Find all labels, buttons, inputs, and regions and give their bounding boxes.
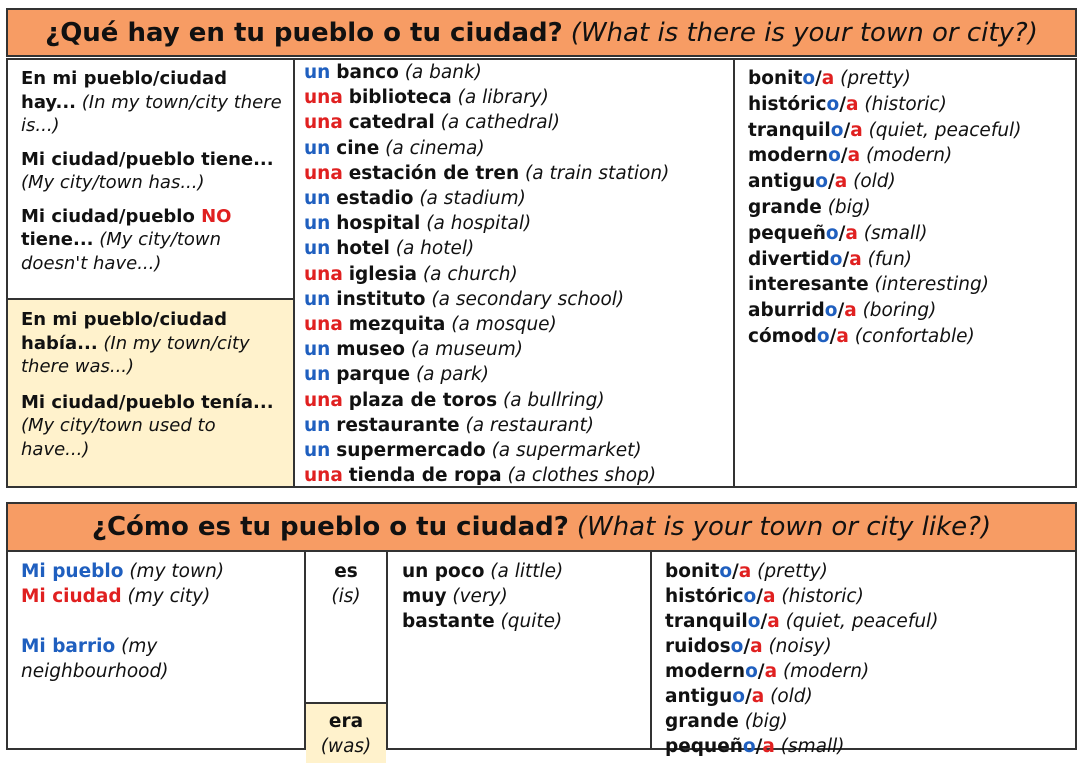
place-item <box>304 186 729 211</box>
phrase-es: Mi ciudad/pueblo tiene... <box>21 148 274 170</box>
article: un <box>304 238 331 260</box>
article: un <box>304 137 331 159</box>
place-noun: museo <box>336 339 405 361</box>
adj-ending-o: o <box>828 145 841 167</box>
article: una <box>304 263 343 285</box>
adj-ending-a: a <box>844 300 857 322</box>
article: una <box>304 87 343 109</box>
subject-item <box>21 559 296 584</box>
place-noun: parque <box>336 364 411 386</box>
adj-ending-a: a <box>847 145 861 167</box>
subject-item <box>21 584 296 609</box>
section1-title-es: ¿Qué hay en tu pueblo o tu ciudad? <box>45 17 563 48</box>
adj-ending-o: o <box>829 248 843 270</box>
place-noun: iglesia <box>348 263 418 285</box>
divider <box>733 60 735 486</box>
place-en: (a library) <box>457 87 549 109</box>
section2-title-en: (What is your town or city like?) <box>576 512 992 542</box>
adjective-item <box>665 609 1065 634</box>
intensifier-item <box>402 609 647 634</box>
subject-en: (my neighbourhood) <box>21 636 169 682</box>
adjectives-list-2 <box>665 559 1065 759</box>
place-en: (a bank) <box>404 62 482 83</box>
adj-slash: / <box>837 300 845 322</box>
adj-en: (confortable) <box>854 325 975 347</box>
adj-ending-a: a <box>763 586 776 607</box>
adjective-item <box>665 559 1065 584</box>
adj-ending-o: o <box>745 661 758 682</box>
section1-title <box>6 8 1077 57</box>
adjective-item <box>748 66 1073 92</box>
divider <box>293 60 295 486</box>
adj-stem: antigu <box>748 171 816 193</box>
adjective-item <box>748 195 1073 221</box>
adj-ending-o: o <box>815 171 828 193</box>
adj-stem: grande <box>665 711 739 732</box>
adj-en: (pretty) <box>757 561 828 582</box>
adj-slash: / <box>840 145 848 167</box>
adj-ending-a: a <box>750 636 763 657</box>
verb-past <box>306 709 386 759</box>
intens-es: muy <box>402 586 447 607</box>
adj-en: (quiet, peaceful) <box>868 119 1022 141</box>
adj-ending-a: a <box>850 119 863 141</box>
place-en: (a hospital) <box>426 213 532 235</box>
adj-en: (small) <box>780 736 845 757</box>
adjective-item <box>665 709 1065 734</box>
place-noun: estadio <box>336 188 414 210</box>
adj-ending-o: o <box>802 68 816 89</box>
adj-slash: / <box>827 171 835 193</box>
place-item <box>304 211 729 236</box>
adjective-item <box>748 92 1073 118</box>
verb-es-en: (is) <box>331 586 361 608</box>
place-item <box>304 161 729 186</box>
phrase-en: (In my town/city there is...) <box>21 91 282 136</box>
adj-slash: / <box>839 93 846 115</box>
article: un <box>304 440 331 462</box>
adjective-item <box>748 324 1073 350</box>
adj-stem: tranquil <box>665 611 748 632</box>
adjective-item <box>748 221 1073 247</box>
adj-stem: pequeñ <box>665 736 743 757</box>
phrase-no: NO <box>201 205 232 227</box>
subject-item <box>21 634 296 684</box>
adj-en: (pretty) <box>840 68 911 89</box>
intensifier-item <box>402 584 647 609</box>
article: una <box>304 314 343 336</box>
place-en: (a secondary school) <box>431 288 625 310</box>
adj-ending-a: a <box>845 222 858 244</box>
adj-en: (interesting) <box>874 274 989 296</box>
adj-en: (modern) <box>865 145 953 167</box>
verb-era-en: (was) <box>320 736 372 758</box>
adj-en: (old) <box>853 171 896 193</box>
adj-slash: / <box>732 561 739 582</box>
past-phrases <box>21 308 286 461</box>
adj-slash: / <box>744 686 752 707</box>
verb-es: es <box>334 561 358 582</box>
adjectives-list <box>748 66 1073 350</box>
place-en: (a supermarket) <box>491 440 642 462</box>
place-noun: supermercado <box>336 440 486 462</box>
adj-en: (boring) <box>862 300 937 322</box>
place-item <box>304 413 729 438</box>
adj-stem: pequeñ <box>748 222 826 244</box>
place-item <box>304 312 729 337</box>
phrase-es: En mi pueblo/ciudad había... <box>21 309 228 354</box>
adj-en: (big) <box>744 711 788 732</box>
adj-stem: históric <box>665 586 744 607</box>
adj-slash: / <box>838 222 846 244</box>
place-en: (a park) <box>415 364 489 386</box>
place-en: (a cinema) <box>385 137 485 159</box>
phrase-item <box>21 391 286 462</box>
phrase-en: (My city/town has...) <box>21 172 205 193</box>
adj-slash: / <box>815 68 822 89</box>
place-item <box>304 337 729 362</box>
phrase-es: Mi ciudad/pueblo <box>21 205 202 227</box>
place-noun: banco <box>336 62 399 83</box>
divider <box>386 552 388 748</box>
adj-ending-o: o <box>816 325 830 347</box>
article: un <box>304 414 331 436</box>
adj-slash: / <box>743 636 751 657</box>
adj-ending-o: o <box>730 636 744 657</box>
adj-ending-a: a <box>762 736 775 757</box>
adj-slash: / <box>757 661 765 682</box>
place-en: (a mosque) <box>451 314 557 336</box>
subject-en: (my city) <box>121 586 211 607</box>
adj-en: (small) <box>863 222 928 244</box>
adjective-item <box>665 659 1065 684</box>
adj-stem: tranquil <box>748 119 831 141</box>
adjective-item <box>665 584 1065 609</box>
adj-ending-a: a <box>821 68 835 89</box>
place-item <box>304 362 729 387</box>
place-noun: plaza de toros <box>348 389 498 411</box>
place-noun: instituto <box>336 288 426 310</box>
adj-en: (old) <box>770 686 813 707</box>
adj-stem: históric <box>748 93 827 115</box>
phrase-item <box>21 67 286 138</box>
adj-stem: aburrid <box>748 300 825 322</box>
adj-ending-o: o <box>826 93 840 115</box>
place-en: (a museum) <box>410 339 524 361</box>
place-noun: tienda de ropa <box>348 465 502 487</box>
place-item <box>304 463 729 488</box>
adj-ending-o: o <box>830 119 844 141</box>
intens-es: un poco <box>402 561 485 582</box>
adjective-item <box>748 118 1073 144</box>
intens-en: (quite) <box>494 611 563 632</box>
place-item <box>304 236 729 261</box>
adj-ending-o: o <box>719 561 733 582</box>
place-noun: biblioteca <box>348 87 452 109</box>
verb-present <box>306 559 386 609</box>
phrase-item <box>21 308 286 379</box>
place-noun: hotel <box>336 238 390 260</box>
place-en: (a church) <box>422 263 518 285</box>
phrase-item <box>21 148 286 195</box>
intensifiers-list <box>402 559 647 634</box>
places-list <box>304 60 729 488</box>
adjective-item <box>748 298 1073 324</box>
place-noun: catedral <box>348 112 435 134</box>
adj-en: (historic) <box>781 586 864 607</box>
adj-stem: bonit <box>665 561 720 582</box>
place-item <box>304 60 729 85</box>
adj-ending-a: a <box>764 661 778 682</box>
subject-en: (my town) <box>123 561 225 582</box>
adj-ending-a: a <box>846 93 859 115</box>
place-item <box>304 85 729 110</box>
article: una <box>304 162 343 184</box>
adj-slash: / <box>843 119 851 141</box>
section2-title-es: ¿Cómo es tu pueblo o tu ciudad? <box>91 512 569 542</box>
adj-ending-a: a <box>751 686 765 707</box>
adj-en: (modern) <box>782 661 870 682</box>
adjective-item <box>748 247 1073 273</box>
adj-slash: / <box>829 325 837 347</box>
article: un <box>304 288 331 310</box>
divider <box>650 552 652 748</box>
intens-en: (very) <box>446 586 508 607</box>
phrase-en: (My city/town used to have...) <box>21 415 216 460</box>
adj-stem: divertid <box>748 248 830 270</box>
phrase-item <box>21 205 286 276</box>
article: un <box>304 364 331 386</box>
place-en: (a bullring) <box>503 389 605 411</box>
adj-en: (fun) <box>867 248 913 270</box>
place-noun: estación de tren <box>348 162 520 184</box>
adj-en: (historic) <box>864 93 947 115</box>
phrase-es: Mi ciudad/pueblo tenía... <box>21 391 274 413</box>
place-en: (a stadium) <box>419 188 526 210</box>
place-en: (a train station) <box>525 162 670 184</box>
adj-ending-a: a <box>834 171 848 193</box>
adjective-item <box>748 169 1073 195</box>
adj-slash: / <box>842 248 850 270</box>
subject-es: Mi barrio <box>21 636 116 657</box>
adj-stem: modern <box>665 661 746 682</box>
adj-stem: antigu <box>665 686 733 707</box>
adj-slash: / <box>755 736 763 757</box>
subjects-list <box>21 559 296 684</box>
adjective-item <box>748 143 1073 169</box>
place-item <box>304 438 729 463</box>
place-item <box>304 136 729 161</box>
article: una <box>304 112 343 134</box>
adj-slash: / <box>760 611 768 632</box>
intens-en: (a little) <box>484 561 564 582</box>
adj-stem: ruidos <box>665 636 731 657</box>
intens-es: bastante <box>402 611 495 632</box>
article: una <box>304 465 343 487</box>
place-item <box>304 388 729 413</box>
adj-ending-o: o <box>825 222 839 244</box>
subject-es: Mi ciudad <box>21 586 122 607</box>
adj-en: (noisy) <box>768 636 832 657</box>
article: un <box>304 339 331 361</box>
place-en: (a cathedral) <box>440 112 561 134</box>
adj-en: (big) <box>827 196 871 218</box>
place-noun: hospital <box>336 213 421 235</box>
phrase-es: En mi pueblo/ciudad hay... <box>21 68 228 113</box>
adj-ending-o: o <box>743 586 757 607</box>
place-item <box>304 110 729 135</box>
place-noun: restaurante <box>336 414 460 436</box>
adj-stem: cómod <box>748 325 817 347</box>
subject-es: Mi pueblo <box>21 561 124 582</box>
phrase-en: (My city/town doesn't have...) <box>21 229 222 274</box>
adj-ending-o: o <box>732 686 745 707</box>
article: una <box>304 389 343 411</box>
adj-ending-o: o <box>747 611 761 632</box>
adjective-item <box>665 734 1065 759</box>
adj-slash: / <box>756 586 763 607</box>
place-noun: mezquita <box>348 314 446 336</box>
adj-ending-a: a <box>849 248 862 270</box>
adj-stem: bonit <box>748 68 803 89</box>
place-item <box>304 262 729 287</box>
present-phrases <box>21 67 286 275</box>
intensifier-item <box>402 559 647 584</box>
place-en: (a hotel) <box>395 238 475 260</box>
article: un <box>304 188 331 210</box>
verb-era: era <box>328 711 364 732</box>
adjective-item <box>665 684 1065 709</box>
place-noun: cine <box>336 137 380 159</box>
adj-stem: modern <box>748 145 829 167</box>
adj-ending-o: o <box>742 736 756 757</box>
adj-stem: grande <box>748 196 822 218</box>
adj-ending-a: a <box>836 325 849 347</box>
section1-table <box>6 58 1077 488</box>
phrase-es: tiene... <box>21 229 94 250</box>
adj-ending-o: o <box>824 300 838 322</box>
article: un <box>304 62 331 83</box>
adj-ending-a: a <box>767 611 780 632</box>
section1-title-en: (What is there is your town or city?) <box>570 17 1038 48</box>
section2-table <box>6 550 1077 758</box>
place-en: (a clothes shop) <box>507 465 657 487</box>
adjective-item <box>665 634 1065 659</box>
phrase-en: (In my town/city there was...) <box>21 332 250 377</box>
article: un <box>304 213 331 235</box>
adj-stem: interesante <box>748 274 869 296</box>
place-en: (a restaurant) <box>465 414 594 436</box>
adj-en: (quiet, peaceful) <box>785 611 939 632</box>
divider <box>304 702 386 704</box>
section2-title <box>6 502 1077 552</box>
adj-ending-a: a <box>738 561 752 582</box>
place-item <box>304 287 729 312</box>
adjective-item <box>748 272 1073 298</box>
